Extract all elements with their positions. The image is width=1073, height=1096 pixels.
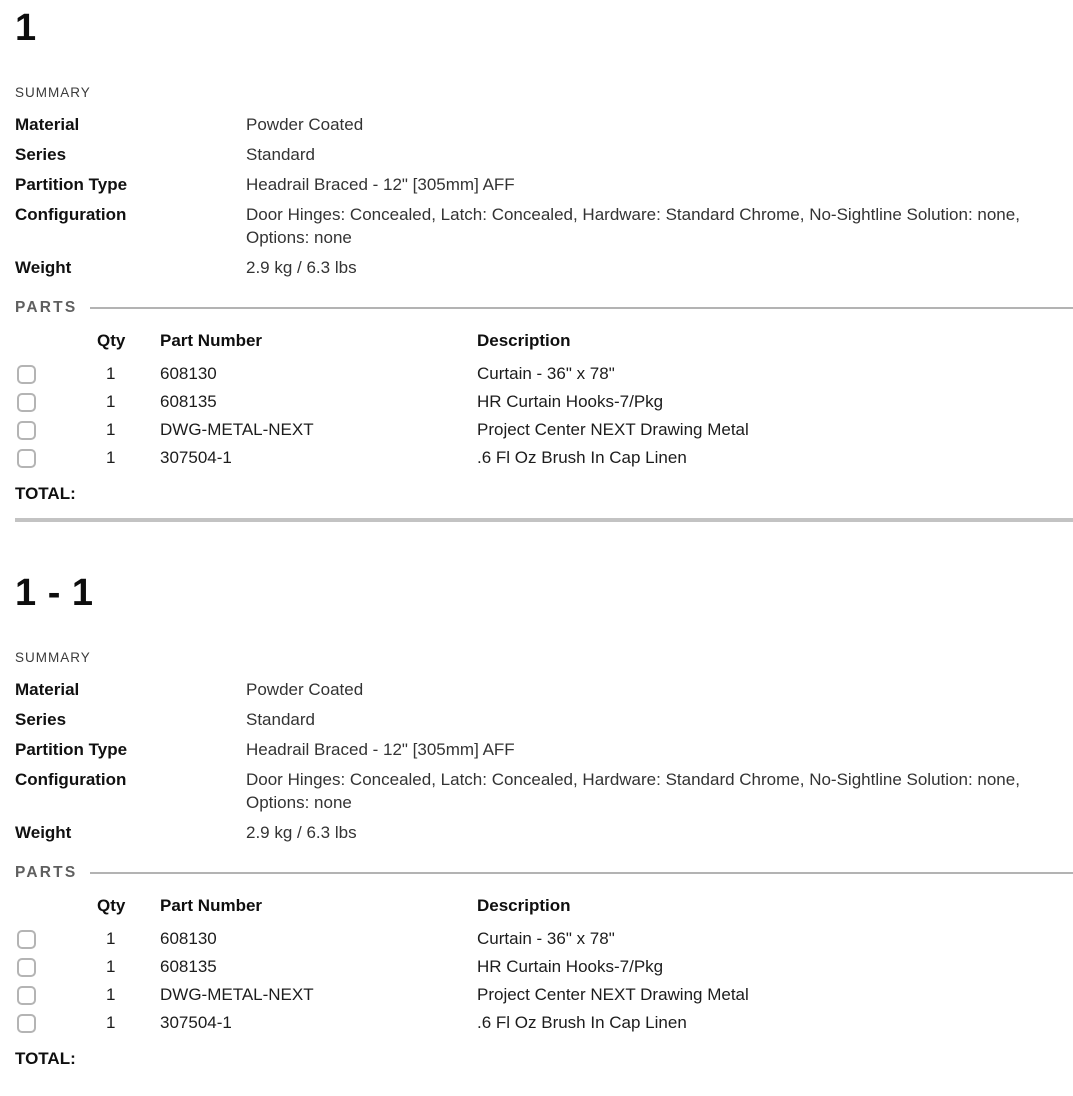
summary-row-weight	[15, 256, 1062, 279]
description-cell: HR Curtain Hooks-7/Pkg	[477, 392, 664, 411]
part-number-cell: DWG-METAL-NEXT	[160, 985, 314, 1004]
parts-heading	[15, 864, 1073, 882]
unit-section-1-1	[15, 522, 1073, 1068]
part-number-cell: 608130	[160, 929, 217, 948]
summary-row-series	[15, 708, 1062, 731]
summary-row-partition-type	[15, 738, 1062, 761]
field-label: Series	[15, 710, 67, 729]
summary-row-weight	[15, 821, 1062, 844]
section-title: 1 - 1	[15, 572, 94, 614]
summary-heading: SUMMARY	[15, 85, 91, 100]
parts-table-row	[15, 444, 1062, 472]
part-checkbox[interactable]	[17, 421, 36, 440]
field-value: 2.9 kg / 6.3 lbs	[246, 823, 357, 842]
part-checkbox[interactable]	[17, 986, 36, 1005]
summary-row-configuration	[15, 768, 1062, 814]
part-number-cell: 608130	[160, 364, 217, 383]
summary-block	[15, 650, 1073, 844]
parts-block	[15, 299, 1073, 503]
qty-cell: 1	[106, 392, 116, 411]
total-label: TOTAL:	[15, 1049, 76, 1068]
field-label: Partition Type	[15, 740, 128, 759]
summary-row-configuration	[15, 203, 1062, 249]
field-label: Material	[15, 115, 80, 134]
description-cell: Project Center NEXT Drawing Metal	[477, 420, 749, 439]
qty-column-header: Qty	[97, 896, 126, 915]
parts-heading-label: PARTS	[15, 864, 78, 881]
field-label: Partition Type	[15, 175, 128, 194]
part-number-cell: 307504-1	[160, 448, 232, 467]
parts-table	[15, 327, 1073, 472]
section-title: 1	[15, 7, 37, 49]
summary-row-series	[15, 143, 1062, 166]
part-number-cell: DWG-METAL-NEXT	[160, 420, 314, 439]
parts-heading-rule	[90, 872, 1073, 874]
description-column-header: Description	[477, 331, 571, 350]
part-checkbox[interactable]	[17, 1014, 36, 1033]
description-cell: HR Curtain Hooks-7/Pkg	[477, 957, 664, 976]
summary-fields	[15, 678, 1062, 844]
parts-table-body	[15, 925, 1062, 1037]
parts-table-row	[15, 981, 1062, 1009]
field-value: Standard	[246, 145, 315, 164]
summary-row-partition-type	[15, 173, 1062, 196]
parts-table-header	[15, 327, 1062, 355]
part-checkbox[interactable]	[17, 449, 36, 468]
field-label: Material	[15, 680, 80, 699]
field-label: Configuration	[15, 770, 127, 789]
part-number-cell: 608135	[160, 392, 217, 411]
part-number-column-header: Part Number	[160, 896, 263, 915]
description-column-header: Description	[477, 896, 571, 915]
qty-cell: 1	[106, 448, 116, 467]
parts-heading-rule	[90, 307, 1073, 309]
parts-table-row	[15, 953, 1062, 981]
parts-heading-label: PARTS	[15, 299, 78, 316]
description-cell: .6 Fl Oz Brush In Cap Linen	[477, 1013, 687, 1032]
qty-cell: 1	[106, 985, 116, 1004]
qty-cell: 1	[106, 957, 116, 976]
field-value: Powder Coated	[246, 115, 364, 134]
description-cell: Curtain - 36" x 78"	[477, 364, 615, 383]
summary-fields	[15, 113, 1062, 279]
field-value: Headrail Braced - 12" [305mm] AFF	[246, 175, 515, 194]
field-value: 2.9 kg / 6.3 lbs	[246, 258, 357, 277]
parts-table	[15, 892, 1073, 1037]
parts-table-row	[15, 360, 1062, 388]
parts-table-row	[15, 388, 1062, 416]
field-value: Standard	[246, 710, 315, 729]
parts-table-row	[15, 1009, 1062, 1037]
qty-cell: 1	[106, 364, 116, 383]
summary-row-material	[15, 113, 1062, 136]
field-value: Door Hinges: Concealed, Latch: Concealed, Hardware: Standard Chrome, No-Sightline Solution: none, Options: none	[246, 770, 1020, 812]
parts-table-row	[15, 416, 1062, 444]
part-checkbox[interactable]	[17, 365, 36, 384]
part-checkbox[interactable]	[17, 393, 36, 412]
qty-cell: 1	[106, 420, 116, 439]
parts-table-row	[15, 925, 1062, 953]
part-checkbox[interactable]	[17, 958, 36, 977]
field-value: Door Hinges: Concealed, Latch: Concealed, Hardware: Standard Chrome, No-Sightline Solution: none, Options: none	[246, 205, 1020, 247]
summary-row-material	[15, 678, 1062, 701]
part-checkbox[interactable]	[17, 930, 36, 949]
parts-block	[15, 864, 1073, 1068]
description-cell: .6 Fl Oz Brush In Cap Linen	[477, 448, 687, 467]
description-cell: Project Center NEXT Drawing Metal	[477, 985, 749, 1004]
field-label: Series	[15, 145, 67, 164]
parts-table-body	[15, 360, 1062, 472]
total-label: TOTAL:	[15, 484, 76, 503]
parts-heading	[15, 299, 1073, 317]
qty-column-header: Qty	[97, 331, 126, 350]
qty-cell: 1	[106, 1013, 116, 1032]
unit-section-1	[15, 0, 1073, 503]
field-value: Headrail Braced - 12" [305mm] AFF	[246, 740, 515, 759]
summary-heading: SUMMARY	[15, 650, 91, 665]
field-label: Configuration	[15, 205, 127, 224]
summary-block	[15, 85, 1073, 279]
part-number-cell: 608135	[160, 957, 217, 976]
parts-table-header	[15, 892, 1062, 920]
part-number-cell: 307504-1	[160, 1013, 232, 1032]
qty-cell: 1	[106, 929, 116, 948]
field-label: Weight	[15, 258, 72, 277]
field-value: Powder Coated	[246, 680, 364, 699]
field-label: Weight	[15, 823, 72, 842]
part-number-column-header: Part Number	[160, 331, 263, 350]
description-cell: Curtain - 36" x 78"	[477, 929, 615, 948]
